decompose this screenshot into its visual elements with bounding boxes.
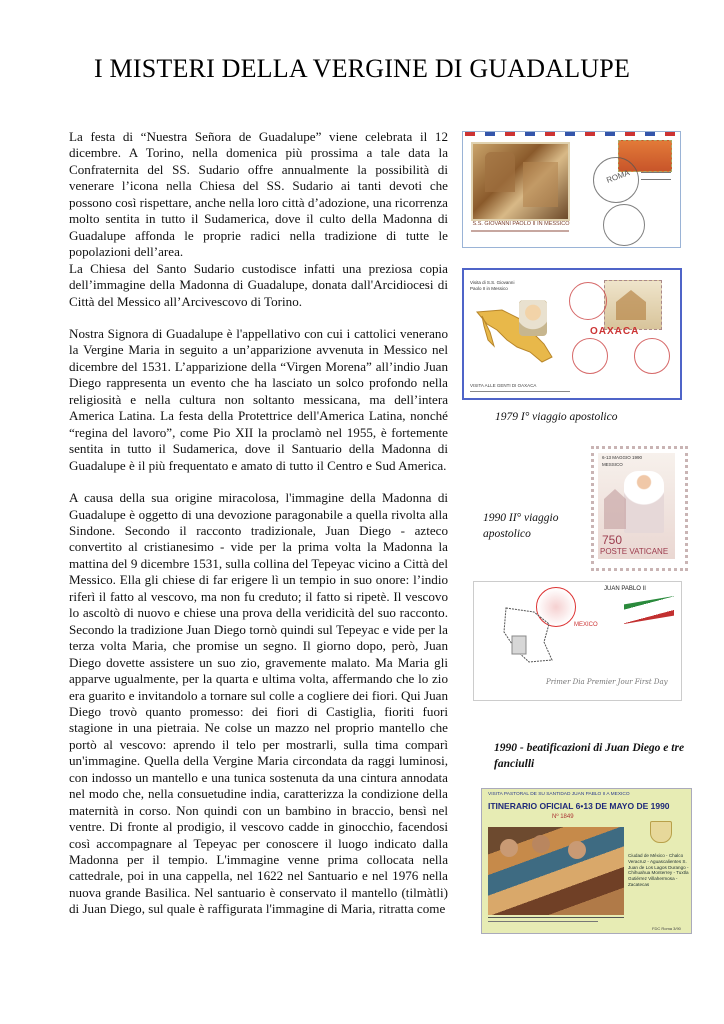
postmark-circle xyxy=(572,338,608,374)
poster-cities: Ciudad de México - Chalco Veracruz - Aguascalientes S. Juan de Los Lagos Durango - Chihuahua Monterrey - Tuxtla Gutiérrez Villahermosa - Zacatecas xyxy=(628,853,689,887)
cover-1979-caption: S.S. GIOVANNI PAOLO II IN MESSICO xyxy=(472,221,570,227)
article-body xyxy=(69,129,448,918)
vatican-stamp-image xyxy=(591,446,688,571)
poster-title: ITINERARIO OFICIAL 6•13 DE MAYO DE 1990 xyxy=(488,801,670,811)
cover-beatification-country: MEXICO xyxy=(574,622,598,628)
cover-beatification-image xyxy=(473,581,682,701)
cover-oaxaca-footer: VISITA ALLE GENTI DI OAXACA xyxy=(470,383,537,388)
cover-1979-image xyxy=(462,131,681,248)
paragraph-apparition: Nostra Signora di Guadalupe è l'appellativo con cui i cattolici venerano la Vergine Maria in seguito a un’apparizione avvenuta in Messico nel dicembre del 1531. L’apparizione della “Virgen Morena” all’indio Juan Diego rappresenta un evento che ha lasciato un solco profondo nella religiosità e nella cultura non soltanto messicana, ma dell’intera America Latina. La festa della Protettrice dell'America Latina, nonché “regina del lavoro”, come Pio XII la proclamò nel 1955, è fortemente sentita in tutto il Sudamerica, dove il Santuario della Madonna di Guadalupe è il più frequentato e amato di tutto il Centro e Sud America. xyxy=(69,325,448,473)
cover-oaxaca-image xyxy=(462,268,682,400)
stamp-value: 750 xyxy=(602,533,623,547)
cover-beatification-script: Primer Dia Premier Jour First Day xyxy=(546,678,668,686)
mexico-map-image xyxy=(472,302,562,372)
paragraph-church-copy: La Chiesa del Santo Sudario custodisce infatti una preziosa copia dell’immagine della Madonna di Guadalupe, donata dall'Arcidiocesi di Città del Messico all’Arcivescovo di Torino. xyxy=(69,260,448,309)
paragraph-miracle: A causa della sua origine miracolosa, l'immagine della Madonna di Guadalupe è oggetto di una devozione paragonabile a quella rivolta alla Sindone. Secondo il racconto tradizionale, Juan Diego - azteco convertito al cristianesimo - vide per la prima volta la Madonna la mattina del 9 dicembre 1531, sulla collina del Tepeyac vicino a Città del Messico. Ella gli chiese di far erigere lì un tempio in suo onore: l’indio riferì il fatto al vescovo, ma non fu creduto; il fatto si ripetè. Il vescovo lo ascoltò di nuovo e chiese una prova della veridicità del suo racconto. Secondo la tradizione Juan Diego tornò quindi sul Tepeyac e vide per la terza volta Maria, che promise un segno. Il giorno dopo, però, Juan Diego dovette assistere un suo zio, gravemente malato. Ma Maria gli apparve ugualmente, per la quarta e ultima volta, affermando che lo zio era guarito e invitandolo a tornare sul colle a cogliere dei fiori. Qui Juan Diego trovò quanto promesso: dei fiori di Castiglia, fioriti fuori stagione in una pietraia. Ne colse un mazzo nel proprio mantello che portò al vescovo: aprendo il telo per mostrarli, sulla tima comparì un'immagine. Quella della Vergine Maria circondata da raggi luminosi, con indosso un mantello e una tunica sostenuta da una cintura annodata nel modo che, nella consuetudine india, caratterizza la condizione della maternità in corso. Non quindi con un bambino in braccio, bensì nel ventre. Di fronte al prodigio, il vescovo cadde in ginocchio, facendosi così accompagnare al Tepeyac per conoscere il luogo indicato dalla Madonna per il tempio. L'immagine venne prima collocata nella cattedrale, poi in una cappella, nel 1622 nel Santuario e nel 1976 nella nuova grande Basilica. Nel santuario è conservato il mantello (tilmàtli) di Juan Diego, sul quale è raffigurata l'immagine di Maria, ritratta come xyxy=(69,490,448,917)
poster-footer: FDC Roma 3/90 xyxy=(652,926,681,931)
pope-portrait-image xyxy=(519,300,547,336)
stamp-header: 6-13 MAGGIO 1990 xyxy=(602,455,643,460)
mexico-flag-ribbon xyxy=(624,596,674,624)
itinerary-poster-image xyxy=(481,788,692,934)
map-sketch-image xyxy=(494,602,564,672)
cover-beatification-header: JUAN PABLO II xyxy=(604,586,646,592)
page-title: I MISTERI DELLA VERGINE DI GUADALUPE xyxy=(93,54,631,83)
postmark-text: ROMA xyxy=(605,168,631,185)
cover-oaxaca-header: Visita di S.S. Giovanni Paolo II in Messico xyxy=(470,280,515,291)
postmark-circle xyxy=(634,338,670,374)
caption-1990-visit: 1990 II° viaggio apostolico xyxy=(483,512,559,540)
cover-oaxaca-place: OAXACA xyxy=(590,326,640,337)
poster-number: Nº 1849 xyxy=(552,814,574,820)
caption-1990-beatification: 1990 - beatificazioni di Juan Diego e tre fanciulli xyxy=(494,742,685,770)
stamp-country: POSTE VATICANE xyxy=(600,547,669,556)
paragraph-feast: La festa di “Nuestra Señora de Guadalupe” viene celebrata il 12 dicembre. A Torino, nella domenica più prossima a tale data la Confraternita del SS. Sudario offre annualmente la possibilità di venerare l’icona nella Chiesa del SS. Sudario ai tanti devoti che possono così rispettare, anche nella loro città d’adozione, una ricorrenza molto sentita in tutto il Sudamerica, dove il culto della Madonna di Guadalupe affonda le proprie radici nella tradizione di tutte le popolazioni dell’area. xyxy=(69,129,448,260)
poster-header: VISITA PASTORAL DE SU SANTIDAD JUAN PABLO II A MEXICO xyxy=(488,792,630,797)
pope-figure-image xyxy=(624,471,664,533)
stamp-sub: MESSICO xyxy=(602,462,623,467)
postmark-circle xyxy=(569,282,607,320)
papal-arms-image xyxy=(650,821,672,843)
postmark-circle xyxy=(603,204,645,246)
caption-1979: 1979 I° viaggio apostolico xyxy=(495,411,618,423)
